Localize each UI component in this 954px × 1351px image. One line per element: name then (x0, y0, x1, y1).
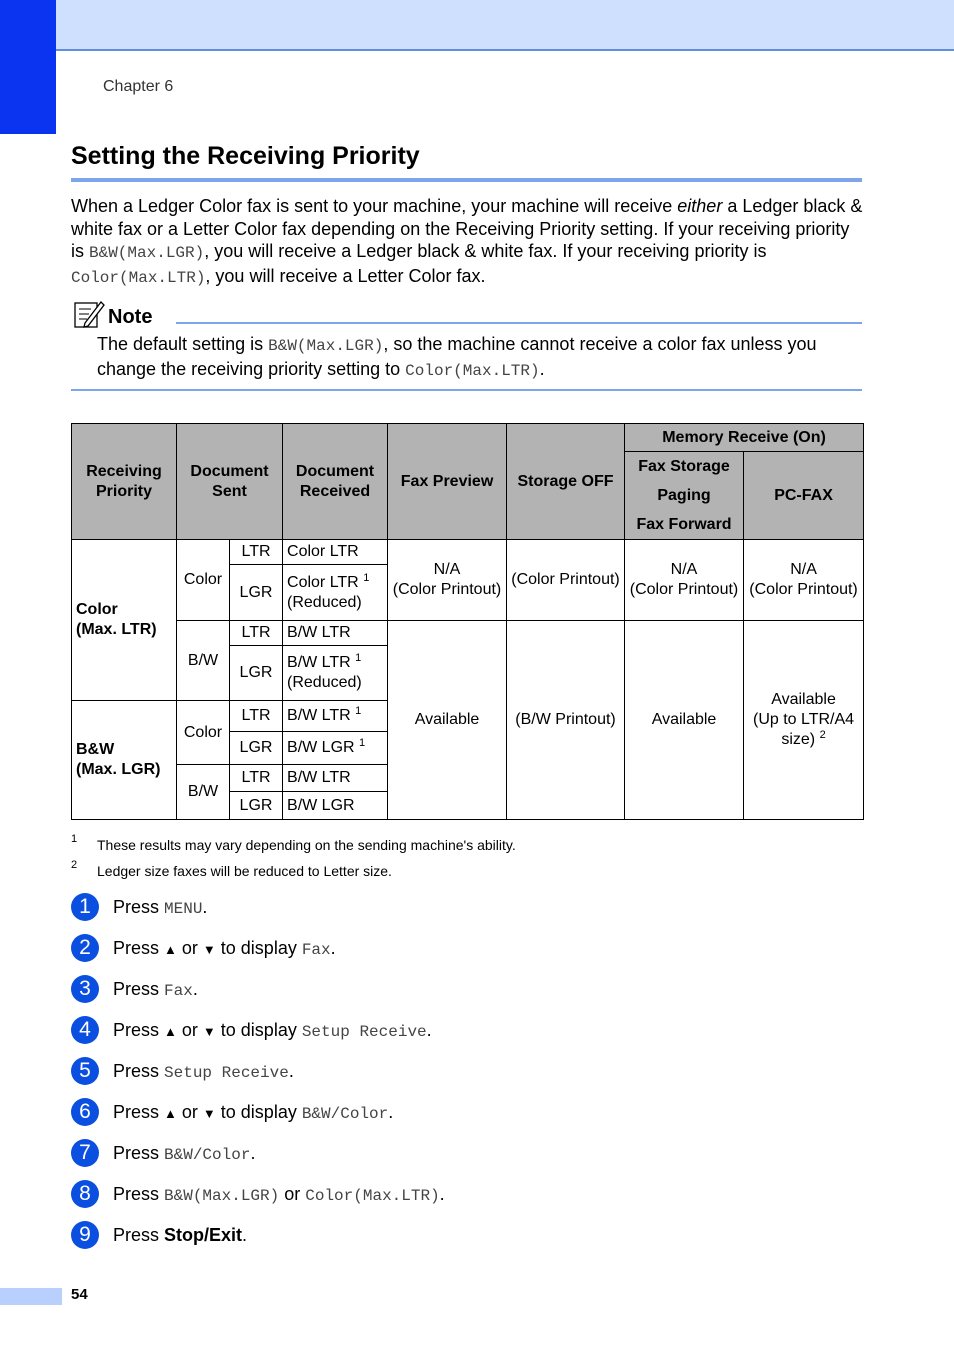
step-text: Press B&W(Max.LGR) or Color(Max.LTR). (113, 1184, 445, 1205)
footnote-1: These results may vary depending on the sending machine's ability. (97, 837, 516, 853)
received-value: Color LTR $^1$ (Reduced) (283, 565, 388, 621)
row-priority-color: Color (Max. LTR) (72, 540, 177, 701)
received-value: B/W LTR (283, 765, 388, 792)
up-arrow-icon: ▲ (164, 1024, 177, 1039)
note-bottom-divider (71, 389, 862, 391)
storage-off-color: (Color Printout) (507, 540, 625, 621)
received-value: Color LTR (283, 540, 388, 565)
intro-text: When a Ledger Color fax is sent to your machine, your machine will receive (71, 196, 678, 216)
step-number: 7 (71, 1139, 99, 1167)
header-fax-storage-paging-forward: Fax Storage Paging Fax Forward (625, 452, 744, 540)
preview-available: Available (388, 621, 507, 820)
size-ltr: LTR (230, 765, 283, 792)
page-number: 54 (71, 1286, 88, 1303)
note-setting-bw: B&W(Max.LGR) (268, 337, 384, 355)
pcfax-na: N/A (Color Printout) (744, 540, 864, 621)
received-value: B/W LGR $^1$ (283, 732, 388, 765)
step-text: Press Fax. (113, 979, 198, 1000)
step-text: Press ▲ or ▼ to display Fax. (113, 938, 336, 959)
step-number: 3 (71, 975, 99, 1003)
pcfax-available: Available (Up to LTR/A4 size) $^2$ (744, 621, 864, 820)
intro-emphasis: either (677, 196, 723, 216)
intro-paragraph (71, 195, 866, 289)
memory-available: Available (625, 621, 744, 820)
size-ltr: LTR (230, 540, 283, 565)
step-text: Press Setup Receive. (113, 1061, 294, 1082)
memory-na: N/A (Color Printout) (625, 540, 744, 621)
size-ltr: LTR (230, 701, 283, 732)
note-title: Note (108, 306, 153, 328)
header-storage-off: Storage OFF (507, 424, 625, 540)
received-value: B/W LTR $^1$ (283, 701, 388, 732)
step-number: 9 (71, 1221, 99, 1249)
down-arrow-icon: ▼ (202, 942, 216, 957)
received-value: B/W LTR (283, 621, 388, 646)
priority-table (71, 423, 864, 820)
page-title: Setting the Receiving Priority (71, 142, 420, 170)
step-text: Press B&W/Color. (113, 1143, 256, 1164)
note-text: The default setting is (97, 334, 269, 354)
chapter-label: Chapter 6 (103, 78, 174, 95)
up-arrow-icon: ▲ (164, 1106, 177, 1121)
intro-setting-bw: B&W(Max.LGR) (89, 244, 205, 262)
note-icon (73, 299, 105, 329)
step-text: Press MENU. (113, 897, 208, 918)
note-divider (176, 322, 862, 324)
step-number: 5 (71, 1057, 99, 1085)
down-arrow-icon: ▼ (202, 1024, 216, 1039)
header-document-sent: Document Sent (177, 424, 283, 540)
received-value: B/W LGR (283, 792, 388, 820)
preview-na: N/A (Color Printout) (388, 540, 507, 621)
step-number: 6 (71, 1098, 99, 1126)
header-band (0, 0, 954, 51)
step-text: Press Stop/Exit. (113, 1225, 248, 1245)
step-number: 8 (71, 1180, 99, 1208)
down-arrow-icon: ▼ (202, 1106, 216, 1121)
size-lgr: LGR (230, 565, 283, 621)
up-arrow-icon: ▲ (164, 942, 177, 957)
intro-setting-color: Color(Max.LTR) (71, 268, 206, 287)
header-pc-fax: PC-FAX (744, 452, 864, 540)
title-divider (71, 178, 862, 182)
footnote-2-number: 2 (71, 859, 78, 871)
intro-text: , you will receive a Letter Color fax. (205, 265, 486, 286)
footer-bar (0, 1288, 62, 1305)
sent-bw: B/W (177, 765, 230, 820)
header-document-received: Document Received (283, 424, 388, 540)
header-memory-receive: Memory Receive (On) (625, 424, 864, 452)
intro-text: a Ledger black & white fax or a Letter Color fax depending on the Receiving Priority setting. If your receiving priority is (71, 196, 863, 261)
intro-text: , you will receive a Ledger black & white fax. If your receiving priority is (204, 241, 767, 261)
step-text: Press ▲ or ▼ to display Setup Receive. (113, 1020, 432, 1041)
note-setting-color: Color(Max.LTR) (405, 362, 540, 380)
header-fax-preview: Fax Preview (388, 424, 507, 540)
sent-bw: B/W (177, 621, 230, 701)
step-number: 2 (71, 934, 99, 962)
note-text: , so the machine cannot receive a color fax unless you change the receiving priority setting to (97, 334, 817, 379)
size-lgr: LGR (230, 732, 283, 765)
sent-color: Color (177, 701, 230, 765)
received-value: B/W LTR $^1$ (Reduced) (283, 646, 388, 701)
size-lgr: LGR (230, 646, 283, 701)
size-ltr: LTR (230, 621, 283, 646)
size-lgr: LGR (230, 792, 283, 820)
note-text: . (539, 359, 545, 379)
note-body (97, 333, 862, 383)
sent-color: Color (177, 540, 230, 621)
header-receiving-priority: Receiving Priority (72, 424, 177, 540)
step-number: 1 (71, 893, 99, 921)
chapter-tab (0, 0, 56, 134)
storage-off-bw: (B/W Printout) (507, 621, 625, 820)
footnote-1-number: 1 (71, 833, 78, 845)
step-text: Press ▲ or ▼ to display B&W/Color. (113, 1102, 394, 1123)
step-number: 4 (71, 1016, 99, 1044)
footnote-2: Ledger size faxes will be reduced to Letter size. (97, 863, 392, 879)
row-priority-bw: B&W (Max. LGR) (72, 701, 177, 820)
